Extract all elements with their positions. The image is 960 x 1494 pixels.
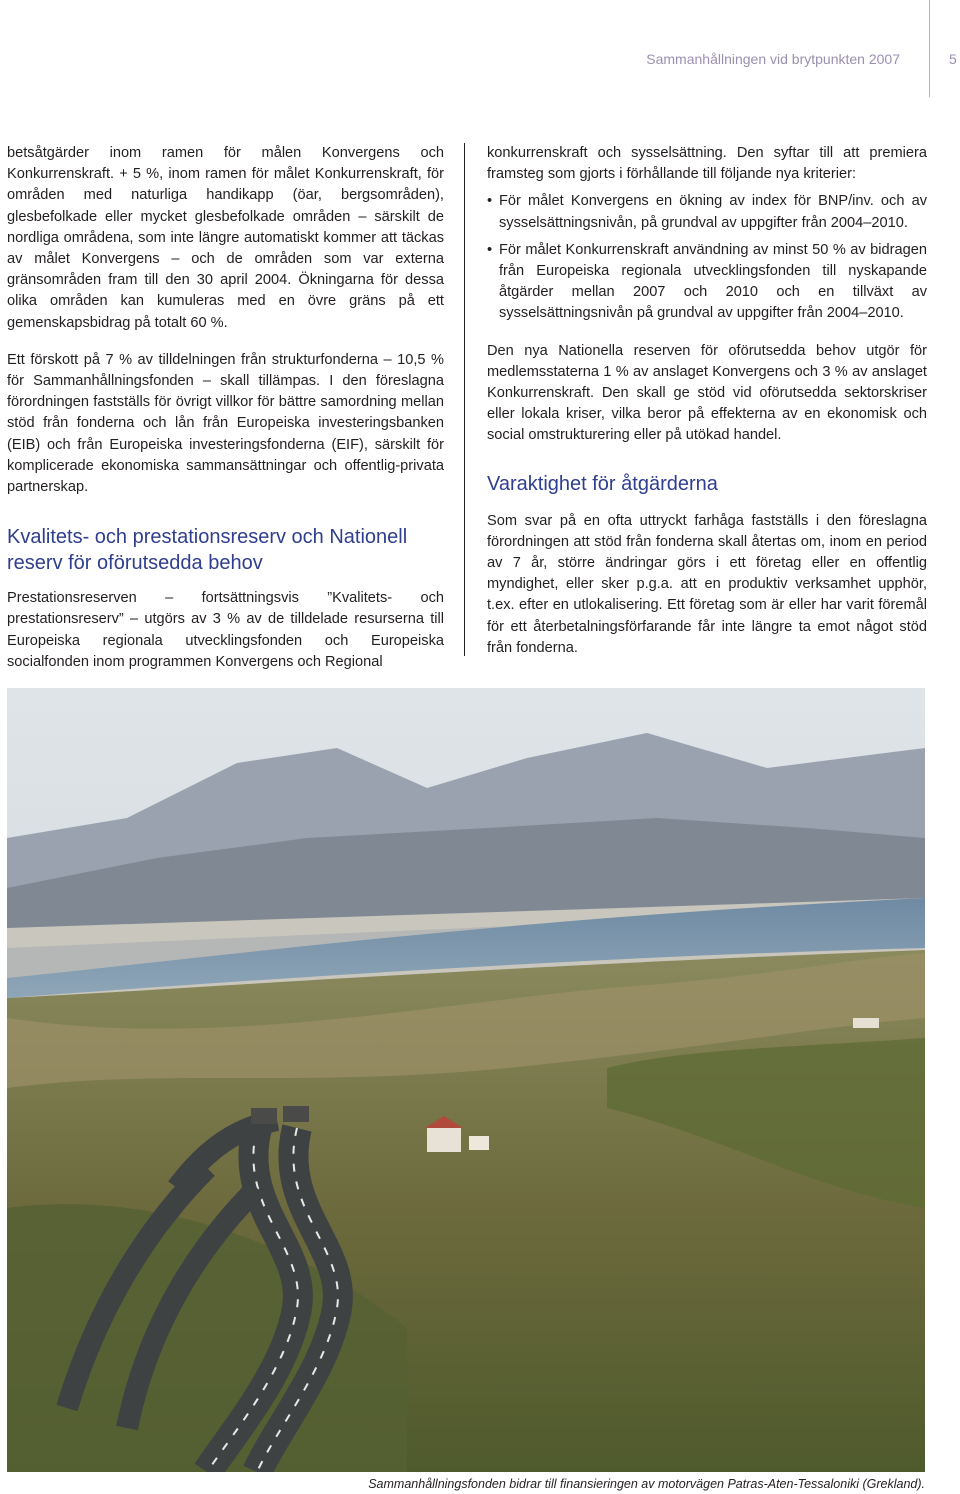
right-paragraph-1: konkurrenskraft och sysselsättning. Den syftar till att premiera framsteg som gjorts i förhållande till följande nya kriterier: — [487, 145, 927, 183]
section-heading-reserves: Kvalitets- och prestationsreserv och Nationell reserv för oförutsedda behov — [7, 526, 408, 575]
left-column — [7, 143, 444, 673]
left-paragraph-1: betsåtgärder inom ramen för målen Konvergens och Konkurrenskraft. + 5 %, inom ramen för målet Konkurrenskraft, för områden med naturliga handikapp (öar, bergsområden), glesbefolkade eller mycket glesbefolkade områden – särskilt de nordliga områdena, som inte längre automatiskt kommer att täckas av målet Konvergens – och de områden som var externa gränsområden fram till den 30 april 2004. Ökningarna för dessa olika områden kan kumuleras med en övre gräns på ett gemenskapsbidrag på totalt 60 %. — [7, 145, 444, 331]
photo-caption: Sammanhållningsfonden bidrar till finansieringen av motorvägen Patras-Aten-Tessaloniki (Grekland). — [368, 1477, 925, 1491]
running-header-title: Sammanhållningen vid brytpunkten 2007 — [646, 51, 900, 67]
right-column — [487, 143, 927, 659]
header-divider — [929, 0, 930, 97]
list-item: • För målet Konkurrenskraft användning av minst 50 % av bidragen från Europeiska regionala utvecklingsfonden till nyskapande åtgärder mellan 2007 och 2010 och en tillväxt av sysselsättningsnivån på grundval av uppgifter från 2004–2010. — [487, 240, 927, 325]
criteria-list — [487, 191, 927, 324]
left-paragraph-2: Ett förskott på 7 % av tilldelningen från strukturfonderna – 10,5 % för Sammanhållningsfonden – skall tillämpas. I den föreslagna förordningen fastställs för övrigt villkor för bättre samordning mellan stöd från fonderna och lån från Europeiska investeringsbanken (EIB) och från Europeiska investeringsfonderna (EIF), särskilt för komplicerade ekonomiska sammansättningar och offentlig-privata partnerskap. — [7, 351, 444, 496]
right-paragraph-3: Som svar på en ofta uttryckt farhåga fastställs i den föreslagna förordningen att stöd från fonderna skall återtas om, inom en period av 7 år, större ändringar görs i ett företag eller en offentlig myndighet, eller sker p.g.a. att en produktiv verksamhet upphör, t.ex. efter en utlokalisering. Ett företag som är eller har varit föremål för ett återbetalningsförfarande får inte längre ta emot något stöd från fonderna. — [487, 512, 927, 656]
list-item: • För målet Konvergens en ökning av index för BNP/inv. och av sysselsättningsnivån, på grundval av uppgifter från 2004–2010. — [487, 191, 927, 233]
motorway-photo — [7, 688, 925, 1472]
column-divider — [464, 143, 465, 656]
left-paragraph-3: Prestationsreserven – fortsättningsvis ”Kvalitets- och prestationsreserv” – utgörs av 3 % av de tilldelade resurserna till Europeiska regionala utvecklingsfonden och Europeiska socialfonden inom programmen Konvergens och Regional — [7, 590, 444, 670]
right-paragraph-2: Den nya Nationella reserven för oförutsedda behov utgör för medlemsstaterna 1 % av anslaget Konvergens och 3 % av anslaget Konkurrenskraft. Den skall ge stöd vid oförutsedda sektorskriser eller lokala kriser, vilka beror på effekterna av en ekonomisk och social omstrukturering eller på utökad handel. — [487, 342, 927, 444]
section-heading-duration: Varaktighet för åtgärderna — [487, 472, 718, 495]
page-number: 5 — [949, 51, 957, 67]
